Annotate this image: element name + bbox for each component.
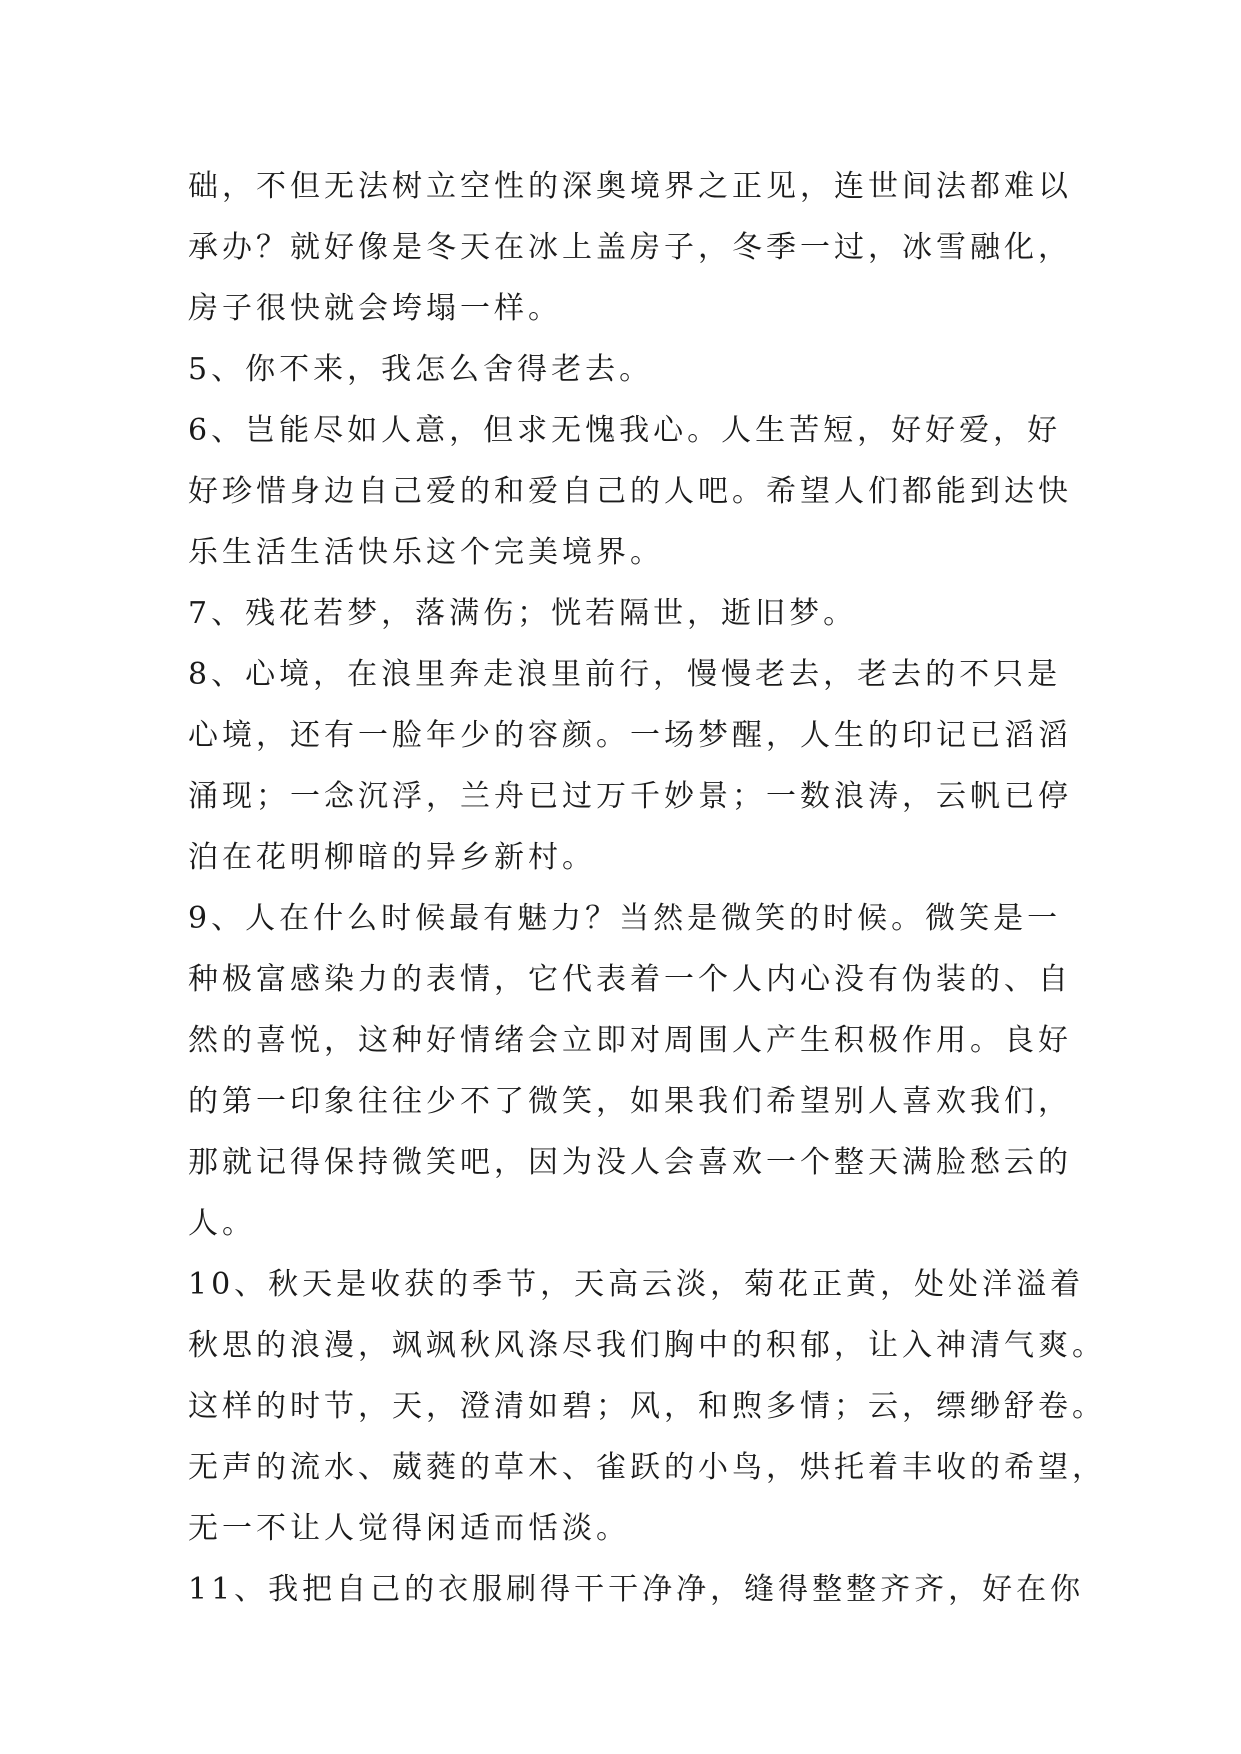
text-line: 房子很快就会垮塌一样。 [188,291,562,326]
text-line: 7、残花若梦，落满伤；恍若隔世，逝旧梦。 [188,596,858,631]
text-line: 承办？就好像是冬天在冰上盖房子，冬季一过，冰雪融化， [188,230,1072,265]
paragraph-item-5 [188,339,1068,400]
paragraph-item-9 [188,888,1072,1254]
text-line: 6、岂能尽如人意，但求无愧我心。人生苦短，好好爱，好 [188,413,1062,448]
text-line: 那就记得保持微笑吧，因为没人会喜欢一个整天满脸愁云的 [188,1145,1072,1180]
text-line: 秋思的浪漫，飒飒秋风涤尽我们胸中的积郁，让入神清气爽。 [188,1328,1106,1363]
paragraph-continuation [188,156,1072,339]
text-line: 11、我把自己的衣服刷得干干净净，缝得整整齐齐，好在你 [188,1572,1085,1607]
text-line: 涌现；一念沉浮，兰舟已过万千妙景；一数浪涛，云帆已停 [188,779,1072,814]
paragraph-item-10 [188,1254,1106,1559]
paragraph-item-7 [188,583,1068,644]
text-line: 无声的流水、葳蕤的草木、雀跃的小鸟，烘托着丰收的希望， [188,1450,1106,1485]
paragraph-item-6 [188,400,1072,583]
paragraph-item-11 [188,1559,1085,1620]
text-line: 心境，还有一脸年少的容颜。一场梦醒，人生的印记已滔滔 [188,718,1072,753]
text-line: 的第一印象往往少不了微笑，如果我们希望别人喜欢我们， [188,1084,1072,1119]
text-line: 然的喜悦，这种好情绪会立即对周围人产生积极作用。良好 [188,1023,1072,1058]
text-line: 好珍惜身边自己爱的和爱自己的人吧。希望人们都能到达快 [188,474,1072,509]
text-line: 种极富感染力的表情，它代表着一个人内心没有伪装的、自 [188,962,1072,997]
text-line: 5、你不来，我怎么舍得老去。 [188,352,654,387]
text-line: 无一不让人觉得闲适而恬淡。 [188,1511,630,1546]
document-page [188,156,1106,1620]
text-line: 泊在花明柳暗的异乡新村。 [188,840,596,875]
text-line: 8、心境，在浪里奔走浪里前行，慢慢老去，老去的不只是 [188,657,1062,692]
text-line: 10、秋天是收获的季节，天高云淡，菊花正黄，处处洋溢着 [188,1267,1085,1302]
text-line: 9、人在什么时候最有魅力？当然是微笑的时候。微笑是一 [188,901,1062,936]
paragraph-item-8 [188,644,1072,888]
text-line: 础，不但无法树立空性的深奥境界之正见，连世间法都难以 [188,169,1072,204]
text-line: 这样的时节，天，澄清如碧；风，和煦多情；云，缥缈舒卷。 [188,1389,1106,1424]
text-line: 人。 [188,1206,256,1241]
text-line: 乐生活生活快乐这个完美境界。 [188,535,664,570]
